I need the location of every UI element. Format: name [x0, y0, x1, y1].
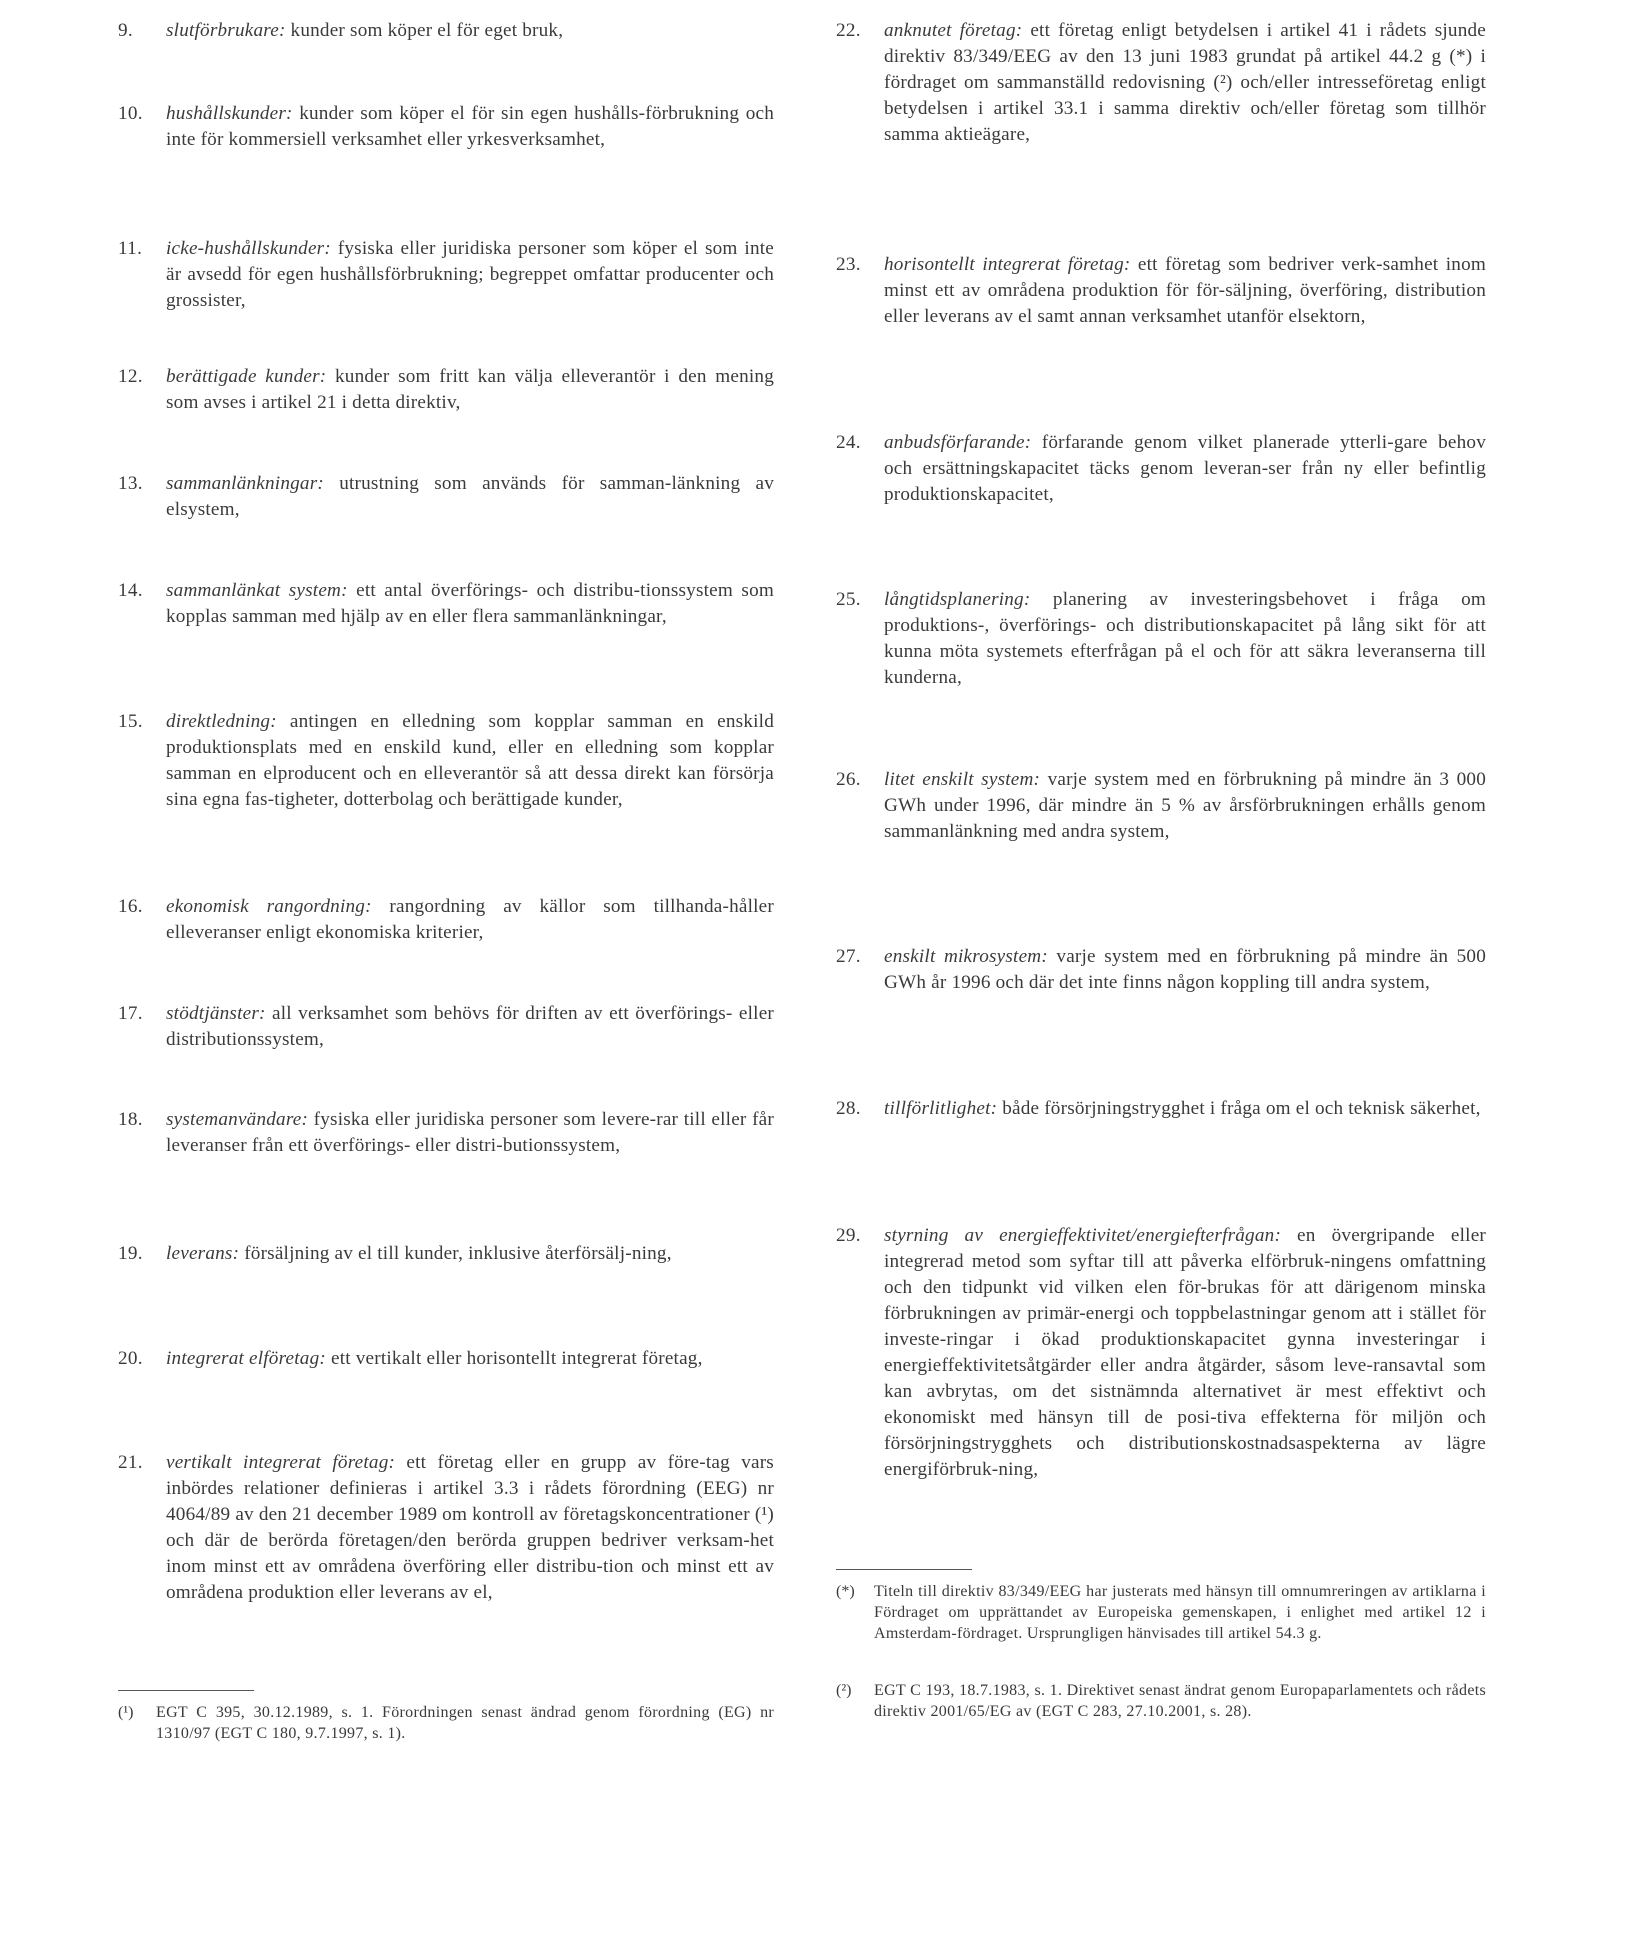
defined-term: litet enskilt system: — [884, 769, 1041, 790]
definition-item — [118, 101, 774, 153]
item-body — [884, 767, 1486, 845]
definition-text: varje system med en förbrukning på mindre än 500 GWh år 1996 och där det inte finns någon koppling till andra system, — [884, 946, 1486, 993]
item-number: 25. — [836, 589, 861, 610]
definition-text: fysiska eller juridiska personer som levere-rar till eller får leveranser från ett överförings- eller distri-butionssystem, — [166, 1109, 774, 1156]
defined-term: enskilt mikrosystem: — [884, 946, 1048, 967]
item-number: 10. — [118, 103, 143, 124]
definition-item — [118, 18, 774, 44]
item-body — [166, 471, 774, 523]
definition-item — [118, 1346, 774, 1372]
item-body — [166, 578, 774, 630]
definition-text: antingen en elledning som kopplar samman en enskild produktionsplats med en enskild kund, eller en elledning som kopplar samman en elproducent och en elleverantör så att dessa direkt kan försörja sina egna fas-tigheter, dotterbolag och berättigade kunder, — [166, 711, 774, 810]
item-number: 21. — [118, 1452, 143, 1473]
defined-term: vertikalt integrerat företag: — [166, 1452, 396, 1473]
item-body — [884, 430, 1486, 508]
item-body — [166, 18, 774, 44]
definition-text: försäljning av el till kunder, inklusive återförsälj-ning, — [239, 1243, 672, 1264]
definition-text: kunder som köper el för eget bruk, — [285, 20, 564, 41]
item-number: 16. — [118, 896, 143, 917]
defined-term: sammanlänkat system: — [166, 580, 348, 601]
footnote-text: EGT C 395, 30.12.1989, s. 1. Förordningen senast ändrad genom förordning (EG) nr 1310/97 (EGT C 180, 9.7.1997, s. 1). — [156, 1704, 774, 1742]
item-number: 9. — [118, 20, 133, 41]
definition-text: ett företag eller en grupp av före-tag vars inbördes relationer definieras i artikel 3.3 i rådets förordning (EEG) nr 4064/89 av den 21 december 1989 om kontroll av företagskoncentrationer (¹) och där de berörda företagen/den berörda gruppen bedriver verksam-het inom minst ett av områdena överföring eller distribu-tion och minst ett av områdena produktion eller leverans av el, — [166, 1452, 774, 1603]
item-number: 11. — [118, 238, 143, 259]
footnote-rule — [836, 1569, 972, 1570]
item-number: 26. — [836, 769, 861, 790]
item-body — [166, 1450, 774, 1606]
item-number: 14. — [118, 580, 143, 601]
footnote-rule — [118, 1690, 254, 1691]
defined-term: styrning av energieffektivitet/energiefterfrågan: — [884, 1225, 1282, 1246]
item-number: 27. — [836, 946, 861, 967]
item-body — [166, 1241, 774, 1267]
defined-term: anbudsförfarande: — [884, 432, 1032, 453]
definition-item — [118, 578, 774, 630]
item-body — [166, 894, 774, 946]
item-number: 12. — [118, 366, 143, 387]
item-number: 17. — [118, 1003, 143, 1024]
defined-term: hushållskunder: — [166, 103, 293, 124]
defined-term: tillförlitlighet: — [884, 1098, 998, 1119]
item-body — [166, 1001, 774, 1053]
definition-text: kunder som köper el för sin egen hushålls-förbrukning och inte för kommersiell verksamhet eller yrkesverksamhet, — [166, 103, 774, 150]
definition-item — [836, 430, 1486, 508]
definition-item — [118, 471, 774, 523]
definition-item — [836, 18, 1486, 148]
definition-item — [836, 252, 1486, 330]
definition-text: ett företag enligt betydelsen i artikel 41 i rådets sjunde direktiv 83/349/EEG av den 13 juni 1983 grundat på artikel 44.2 g (*) i fördraget om sammanställd redovisning (²) och/eller intresseföretag enligt betydelsen i artikel 33.1 i samma direktiv och/eller företag som tillhör samma aktieägare, — [884, 20, 1486, 145]
definition-text: ett företag som bedriver verk-samhet inom minst ett av områdena produktion för för-säljning, överföring, distribution eller leverans av el samt annan verksamhet utanför elsektorn, — [884, 254, 1486, 327]
item-body — [884, 587, 1486, 691]
definition-item — [118, 364, 774, 416]
item-number: 29. — [836, 1225, 861, 1246]
definition-item — [118, 1450, 774, 1606]
definition-text: utrustning som används för samman-länkning av elsystem, — [166, 473, 774, 520]
item-number: 22. — [836, 20, 861, 41]
defined-term: leverans: — [166, 1243, 240, 1264]
defined-term: integrerat elföretag: — [166, 1348, 326, 1369]
item-body — [166, 364, 774, 416]
defined-term: långtidsplanering: — [884, 589, 1031, 610]
defined-term: stödtjänster: — [166, 1003, 266, 1024]
item-body — [884, 252, 1486, 330]
footnote — [836, 1680, 1486, 1722]
item-number: 24. — [836, 432, 861, 453]
definition-text: ett antal överförings- och distribu-tionssystem som kopplas samman med hjälp av en eller flera sammanlänkningar, — [166, 580, 774, 627]
definition-text: varje system med en förbrukning på mindre än 3 000 GWh under 1996, där mindre än 5 % av årsförbrukningen erhålls genom sammanlänkning med andra system, — [884, 769, 1487, 842]
defined-term: direktledning: — [166, 711, 277, 732]
definition-item — [118, 1241, 774, 1267]
definition-text: all verksamhet som behövs för driften av ett överförings- eller distributionssystem, — [166, 1003, 774, 1050]
item-body — [166, 1107, 774, 1159]
item-body — [166, 709, 774, 813]
footnote-mark: (*) — [836, 1583, 855, 1600]
definition-text: både försörjningstrygghet i fråga om el och teknisk säkerhet, — [997, 1098, 1481, 1119]
item-number: 23. — [836, 254, 861, 275]
definition-item — [836, 767, 1486, 845]
item-body — [884, 18, 1486, 148]
item-number: 18. — [118, 1109, 143, 1130]
definition-item — [118, 1107, 774, 1159]
definition-item — [118, 709, 774, 813]
footnote-text: Titeln till direktiv 83/349/EEG har justerats med hänsyn till omnumreringen av artiklarna i Fördraget om upprättandet av Europeiska gemenskapen, i enlighet med artikel 12 i Amsterdam-fördraget. Ursprungligen hänvisades till artikel 54.3 g. — [874, 1583, 1486, 1642]
footnote — [118, 1702, 774, 1744]
item-number: 15. — [118, 711, 143, 732]
definition-text: fysiska eller juridiska personer som köper el som inte är avsedd för egen hushållsförbrukning; begreppet omfattar producenter och grossister, — [166, 238, 774, 311]
defined-term: ekonomisk rangordning: — [166, 896, 372, 917]
item-body — [166, 101, 774, 153]
definition-text: planering av investeringsbehovet i fråga om produktions-, överförings- och distributionskapacitet på lång sikt för att kunna möta systemets efterfrågan på el och för att säkra leveranserna till kunderna, — [884, 589, 1486, 688]
item-body — [166, 236, 774, 314]
item-number: 28. — [836, 1098, 861, 1119]
footnote — [836, 1581, 1486, 1644]
definition-item — [118, 236, 774, 314]
item-body — [884, 1223, 1486, 1483]
item-number: 19. — [118, 1243, 143, 1264]
defined-term: systemanvändare: — [166, 1109, 309, 1130]
item-body — [884, 944, 1486, 996]
definition-text: kunder som fritt kan välja elleverantör i den mening som avses i artikel 21 i detta direktiv, — [166, 366, 774, 413]
definition-text: en övergripande eller integrerad metod som syftar till att påverka elförbruk-ningens omfattning och den tidpunkt vid vilken elen för-brukas för att därigenom minska förbrukningen av primär-energi och toppbelastningar genom att i stället för investe-ringar i ökad produktionskapacitet gynna investeringar i energieffektivitetsåtgärder eller andra åtgärder, såsom leve-ransavtal som kan avbrytas, om det sistnämnda alternativet är mest effektivt och ekonomiskt med hänsyn till de posi-tiva effekterna för miljön och försörjningstrygghets och distributionskostnadsaspekterna av lägre energiförbruk-ning, — [884, 1225, 1486, 1480]
defined-term: berättigade kunder: — [166, 366, 327, 387]
definition-text: ett vertikalt eller horisontellt integrerat företag, — [325, 1348, 703, 1369]
defined-term: icke-hushållskunder: — [166, 238, 331, 259]
definition-item — [836, 944, 1486, 996]
definition-item — [836, 587, 1486, 691]
defined-term: anknutet företag: — [884, 20, 1023, 41]
footnote-mark: (¹) — [118, 1704, 134, 1721]
footnote-mark: (²) — [836, 1682, 852, 1699]
definition-item — [836, 1096, 1486, 1122]
defined-term: horisontellt integrerat företag: — [884, 254, 1131, 275]
footnote-text: EGT C 193, 18.7.1983, s. 1. Direktivet senast ändrat genom Europaparlamentets och rådets direktiv 2001/65/EG av (EGT C 283, 27.10.2001, s. 28). — [874, 1682, 1486, 1720]
item-number: 13. — [118, 473, 143, 494]
definition-item — [118, 1001, 774, 1053]
defined-term: slutförbrukare: — [166, 20, 286, 41]
item-body — [884, 1096, 1486, 1122]
definition-item — [118, 894, 774, 946]
item-body — [166, 1346, 774, 1372]
defined-term: sammanlänkningar: — [166, 473, 324, 494]
definition-item — [836, 1223, 1486, 1483]
definition-text: rangordning av källor som tillhanda-håller elleveranser enligt ekonomiska kriterier, — [166, 896, 774, 943]
definition-text: förfarande genom vilket planerade ytterli-gare behov och ersättningskapacitet täcks genom leveran-ser från ny eller befintlig produktionskapacitet, — [884, 432, 1486, 505]
item-number: 20. — [118, 1348, 143, 1369]
